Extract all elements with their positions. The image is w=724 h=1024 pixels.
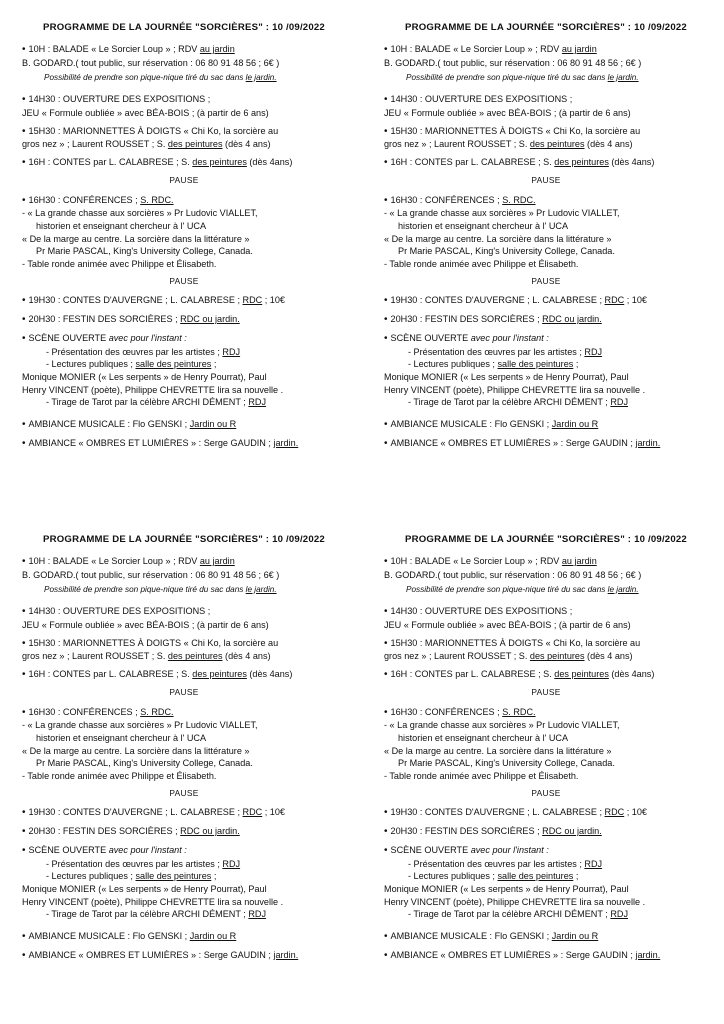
item-ambiance-musicale: • AMBIANCE MUSICALE : Flo GENSKI ; Jardin ou R (22, 419, 346, 432)
item-conf-2b: Pr Marie PASCAL, King's University College, Canada. (36, 758, 253, 769)
item-marionnettes-2: gros nez » ; Laurent ROUSSET ; S. des peintures (dès 4 ans) (384, 139, 633, 150)
item-tirage-tarot: - Tirage de Tarot par la célèbre ARCHI DÉMENT ; RDJ (408, 397, 629, 408)
item-conf-1b: historien et enseignant chercheur à l' UCA (398, 221, 569, 231)
pause-label-1: PAUSE (531, 174, 561, 185)
item-balade-contact: B. GODARD.( tout public, sur réservation : 06 80 91 48 56 ; 6€ ) (384, 570, 642, 581)
item-tirage-tarot: - Tirage de Tarot par la célèbre ARCHI DÉMENT ; RDJ (408, 909, 629, 920)
item-lectures-publiques: - Lectures publiques ; salle des peintures ; (408, 359, 579, 370)
balade-location: au jardin (199, 44, 235, 55)
item-scene-ouverte: • SCÈNE OUVERTE avec pour l'instant : (22, 333, 346, 346)
item-contes-auvergne: • 19H30 : CONTES D'AUVERGNE ; L. CALABRESE ; RDC ; 10€ (384, 807, 708, 820)
item-ambiance-musicale: • AMBIANCE MUSICALE : Flo GENSKI ; Jardin ou R (384, 931, 708, 944)
item-balade-contact: B. GODARD.( tout public, sur réservation : 06 80 91 48 56 ; 6€ ) (22, 58, 280, 69)
item-contes-auvergne: • 19H30 : CONTES D'AUVERGNE ; L. CALABRESE ; RDC ; 10€ (22, 807, 346, 820)
item-conferences: • 16H30 : CONFÉRENCES ; S. RDC. (384, 195, 708, 208)
item-contes-auvergne: • 19H30 : CONTES D'AUVERGNE ; L. CALABRESE ; RDC ; 10€ (22, 295, 346, 308)
item-henry-vincent: Henry VINCENT (poète), Philippe CHEVRETTE lira sa nouvelle . (384, 896, 646, 907)
flyer-copy-3 (0, 512, 362, 1024)
page-title: PROGRAMME DE LA JOURNÉE "SORCIÈRES" : 10 /09/2022 (405, 534, 687, 545)
item-conf-2: « De la marge au centre. La sorcière dans la littérature » (384, 745, 612, 756)
item-presentation-oeuvres: - Présentation des œuvres par les artistes ; RDJ (46, 346, 241, 357)
item-conf-1b: historien et enseignant chercheur à l' UCA (36, 733, 207, 743)
item-balade: • 10H : BALADE « Le Sorcier Loup » ; RDV au jardin (22, 44, 346, 57)
item-contes-auvergne: • 19H30 : CONTES D'AUVERGNE ; L. CALABRESE ; RDC ; 10€ (384, 295, 708, 308)
item-scene-ouverte: • SCÈNE OUVERTE avec pour l'instant : (384, 333, 708, 346)
item-marionnettes-2: gros nez » ; Laurent ROUSSET ; S. des peintures (dès 4 ans) (22, 139, 271, 150)
item-marionnettes-2: gros nez » ; Laurent ROUSSET ; S. des peintures (dès 4 ans) (22, 651, 271, 662)
item-marionnettes: • 15H30 : MARIONNETTES À DOIGTS « Chi Ko, la sorcière au (22, 638, 346, 651)
item-scene-ouverte: • SCÈNE OUVERTE avec pour l'instant : (22, 845, 346, 858)
item-table-ronde: - Table ronde animée avec Philippe et Élisabeth. (384, 258, 579, 269)
page-title: PROGRAMME DE LA JOURNÉE "SORCIÈRES" : 10 /09/2022 (43, 534, 325, 545)
pause-label-2: PAUSE (169, 275, 199, 286)
pause-label-1: PAUSE (169, 686, 199, 697)
item-conferences: • 16H30 : CONFÉRENCES ; S. RDC. (22, 195, 346, 208)
item-monique-monier: Monique MONIER (« Les serpents » de Henry Pourrat), Paul (22, 883, 267, 894)
page-title: PROGRAMME DE LA JOURNÉE "SORCIÈRES" : 10 /09/2022 (43, 22, 325, 33)
item-conf-1: - « La grande chasse aux sorcières » Pr Ludovic VIALLET, (384, 720, 620, 731)
item-tirage-tarot: - Tirage de Tarot par la célèbre ARCHI DÉMENT ; RDJ (46, 909, 267, 920)
item-table-ronde: - Table ronde animée avec Philippe et Élisabeth. (384, 770, 579, 781)
pause-label-2: PAUSE (531, 275, 561, 286)
item-conf-2: « De la marge au centre. La sorcière dans la littérature » (22, 233, 250, 244)
item-conf-2b: Pr Marie PASCAL, King's University College, Canada. (36, 246, 253, 257)
pause-label-1: PAUSE (531, 686, 561, 697)
item-ouverture-expos: • 14H30 : OUVERTURE DES EXPOSITIONS ; (22, 94, 346, 107)
item-presentation-oeuvres: - Présentation des œuvres par les artistes ; RDJ (408, 346, 603, 357)
item-contes-calabrese: • 16H : CONTES par L. CALABRESE ; S. des peintures (dès 4ans) (22, 669, 346, 682)
item-monique-monier: Monique MONIER (« Les serpents » de Henry Pourrat), Paul (22, 371, 267, 382)
item-contes-calabrese: • 16H : CONTES par L. CALABRESE ; S. des peintures (dès 4ans) (384, 669, 708, 682)
item-contes-calabrese: • 16H : CONTES par L. CALABRESE ; S. des peintures (dès 4ans) (22, 157, 346, 170)
item-ambiance-ombres: • AMBIANCE « OMBRES ET LUMIÈRES » : Serge GAUDIN ; jardin. (22, 950, 346, 963)
item-henry-vincent: Henry VINCENT (poète), Philippe CHEVRETTE lira sa nouvelle . (22, 896, 284, 907)
item-ambiance-musicale: • AMBIANCE MUSICALE : Flo GENSKI ; Jardin ou R (384, 419, 708, 432)
item-pique-nique-note: Possibilité de prendre son pique-nique tiré du sac dans le jardin. (44, 584, 277, 594)
flyer-copy-4 (362, 512, 724, 1024)
item-henry-vincent: Henry VINCENT (poète), Philippe CHEVRETTE lira sa nouvelle . (384, 384, 646, 395)
item-marionnettes: • 15H30 : MARIONNETTES À DOIGTS « Chi Ko, la sorcière au (384, 126, 708, 139)
item-ambiance-ombres: • AMBIANCE « OMBRES ET LUMIÈRES » : Serge GAUDIN ; jardin. (384, 438, 708, 451)
item-presentation-oeuvres: - Présentation des œuvres par les artistes ; RDJ (46, 858, 241, 869)
item-lectures-publiques: - Lectures publiques ; salle des peintures ; (46, 359, 217, 370)
item-festin: • 20H30 : FESTIN DES SORCIÈRES ; RDC ou jardin. (384, 314, 708, 327)
item-table-ronde: - Table ronde animée avec Philippe et Élisabeth. (22, 258, 217, 269)
item-tirage-tarot: - Tirage de Tarot par la célèbre ARCHI DÉMENT ; RDJ (46, 397, 267, 408)
item-conf-1b: historien et enseignant chercheur à l' UCA (398, 733, 569, 743)
item-conf-2b: Pr Marie PASCAL, King's University College, Canada. (398, 246, 615, 257)
item-ouverture-expos: • 14H30 : OUVERTURE DES EXPOSITIONS ; (22, 606, 346, 619)
item-marionnettes: • 15H30 : MARIONNETTES À DOIGTS « Chi Ko, la sorcière au (384, 638, 708, 651)
item-henry-vincent: Henry VINCENT (poète), Philippe CHEVRETTE lira sa nouvelle . (22, 384, 284, 395)
item-conf-2: « De la marge au centre. La sorcière dans la littérature » (22, 745, 250, 756)
item-monique-monier: Monique MONIER (« Les serpents » de Henry Pourrat), Paul (384, 371, 629, 382)
item-jeu-formule: JEU « Formule oubliée » avec BÉA-BOIS ; (à partir de 6 ans) (22, 619, 269, 630)
pause-label-2: PAUSE (169, 787, 199, 798)
item-balade: • 10H : BALADE « Le Sorcier Loup » ; RDV au jardin (384, 556, 708, 569)
item-pique-nique-note: Possibilité de prendre son pique-nique tiré du sac dans le jardin. (406, 584, 639, 594)
item-presentation-oeuvres: - Présentation des œuvres par les artistes ; RDJ (408, 858, 603, 869)
flyer-copy-2 (362, 0, 724, 512)
item-jeu-formule: JEU « Formule oubliée » avec BÉA-BOIS ; (à partir de 6 ans) (384, 619, 631, 630)
item-contes-calabrese: • 16H : CONTES par L. CALABRESE ; S. des peintures (dès 4ans) (384, 157, 708, 170)
item-lectures-publiques: - Lectures publiques ; salle des peintures ; (408, 871, 579, 882)
pause-label-2: PAUSE (531, 787, 561, 798)
flyer-copy-1 (0, 0, 362, 512)
item-balade-contact: B. GODARD.( tout public, sur réservation : 06 80 91 48 56 ; 6€ ) (22, 570, 280, 581)
item-scene-ouverte: • SCÈNE OUVERTE avec pour l'instant : (384, 845, 708, 858)
item-pique-nique-note: Possibilité de prendre son pique-nique tiré du sac dans le jardin. (44, 72, 277, 82)
item-balade-contact: B. GODARD.( tout public, sur réservation : 06 80 91 48 56 ; 6€ ) (384, 58, 642, 69)
item-ambiance-musicale: • AMBIANCE MUSICALE : Flo GENSKI ; Jardin ou R (22, 931, 346, 944)
page-title: PROGRAMME DE LA JOURNÉE "SORCIÈRES" : 10 /09/2022 (405, 22, 687, 33)
item-balade: • 10H : BALADE « Le Sorcier Loup » ; RDV au jardin (384, 44, 708, 57)
pause-label-1: PAUSE (169, 174, 199, 185)
item-table-ronde: - Table ronde animée avec Philippe et Élisabeth. (22, 770, 217, 781)
item-ouverture-expos: • 14H30 : OUVERTURE DES EXPOSITIONS ; (384, 606, 708, 619)
item-lectures-publiques: - Lectures publiques ; salle des peintures ; (46, 871, 217, 882)
balade-location: au jardin (199, 556, 235, 567)
item-balade: • 10H : BALADE « Le Sorcier Loup » ; RDV au jardin (22, 556, 346, 569)
balade-location: au jardin (561, 556, 597, 567)
item-conferences: • 16H30 : CONFÉRENCES ; S. RDC. (384, 707, 708, 720)
balade-location: au jardin (561, 44, 597, 55)
item-jeu-formule: JEU « Formule oubliée » avec BÉA-BOIS ; (à partir de 6 ans) (384, 107, 631, 118)
item-monique-monier: Monique MONIER (« Les serpents » de Henry Pourrat), Paul (384, 883, 629, 894)
item-festin: • 20H30 : FESTIN DES SORCIÈRES ; RDC ou jardin. (22, 314, 346, 327)
item-conf-2: « De la marge au centre. La sorcière dans la littérature » (384, 233, 612, 244)
item-festin: • 20H30 : FESTIN DES SORCIÈRES ; RDC ou jardin. (384, 826, 708, 839)
item-ambiance-ombres: • AMBIANCE « OMBRES ET LUMIÈRES » : Serge GAUDIN ; jardin. (22, 438, 346, 451)
item-festin: • 20H30 : FESTIN DES SORCIÈRES ; RDC ou jardin. (22, 826, 346, 839)
item-conf-1b: historien et enseignant chercheur à l' UCA (36, 221, 207, 231)
item-marionnettes: • 15H30 : MARIONNETTES À DOIGTS « Chi Ko, la sorcière au (22, 126, 346, 139)
item-conf-1: - « La grande chasse aux sorcières » Pr Ludovic VIALLET, (384, 208, 620, 219)
item-conf-1: - « La grande chasse aux sorcières » Pr Ludovic VIALLET, (22, 208, 258, 219)
item-pique-nique-note: Possibilité de prendre son pique-nique tiré du sac dans le jardin. (406, 72, 639, 82)
item-conferences: • 16H30 : CONFÉRENCES ; S. RDC. (22, 707, 346, 720)
item-ambiance-ombres: • AMBIANCE « OMBRES ET LUMIÈRES » : Serge GAUDIN ; jardin. (384, 950, 708, 963)
item-conf-2b: Pr Marie PASCAL, King's University College, Canada. (398, 758, 615, 769)
item-conf-1: - « La grande chasse aux sorcières » Pr Ludovic VIALLET, (22, 720, 258, 731)
item-jeu-formule: JEU « Formule oubliée » avec BÉA-BOIS ; (à partir de 6 ans) (22, 107, 269, 118)
item-ouverture-expos: • 14H30 : OUVERTURE DES EXPOSITIONS ; (384, 94, 708, 107)
item-marionnettes-2: gros nez » ; Laurent ROUSSET ; S. des peintures (dès 4 ans) (384, 651, 633, 662)
